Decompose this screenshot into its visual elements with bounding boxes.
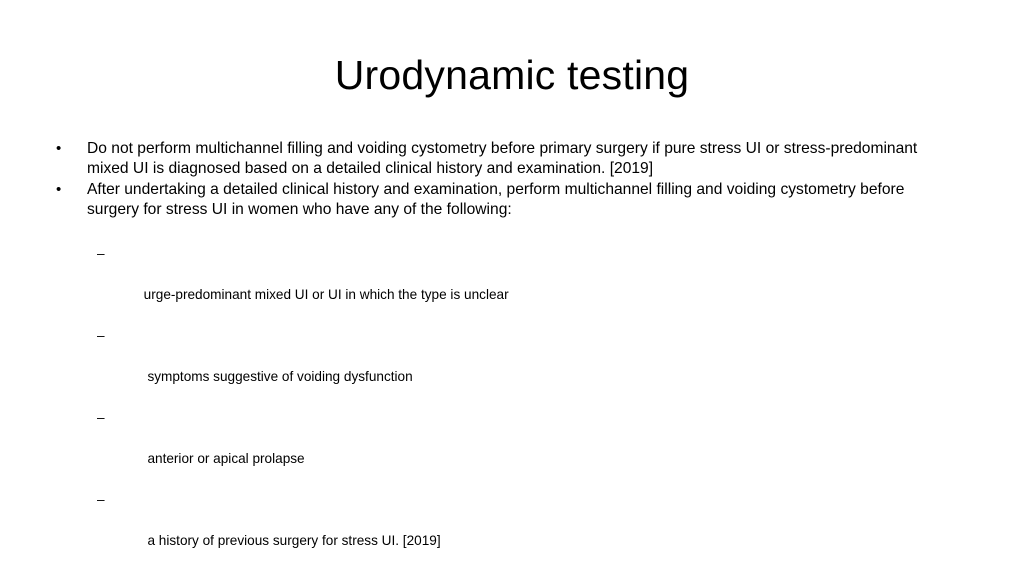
bullet-list — [56, 139, 946, 221]
sub-bullet-text: urge-predominant mixed UI or UI in which the type is unclear — [143, 287, 509, 302]
sub-bullet-item — [97, 244, 797, 326]
bullet-text: Do not perform multichannel filling and voiding cystometry before primary surgery if pure stress UI or stress-predominant mixed UI is diagnosed based on a detailed clinical history and examination. [2019] — [87, 140, 918, 177]
dash-icon: – — [97, 246, 105, 261]
slide-title: Urodynamic testing — [334, 52, 690, 98]
bullet-dot-icon: • — [56, 140, 62, 157]
sub-bullet-item — [97, 408, 797, 490]
bullet-text: After undertaking a detailed clinical history and examination, perform multichannel filling and voiding cystometry before surgery for stress UI in women who have any of the following: — [87, 181, 905, 218]
sub-bullet-text: a history of previous surgery for stress UI. [2019] — [143, 533, 441, 548]
sub-bullet-text: symptoms suggestive of voiding dysfunction — [143, 369, 413, 384]
dash-icon: – — [97, 410, 105, 425]
bullet-item — [56, 139, 946, 179]
dash-icon: – — [97, 492, 105, 507]
bullet-dot-icon: • — [56, 181, 62, 198]
dash-icon: – — [97, 328, 105, 343]
sub-bullet-list — [97, 244, 797, 572]
sub-bullet-item — [97, 490, 797, 572]
sub-bullet-text: anterior or apical prolapse — [143, 451, 305, 466]
bullet-item — [56, 180, 946, 220]
sub-bullet-item — [97, 326, 797, 408]
